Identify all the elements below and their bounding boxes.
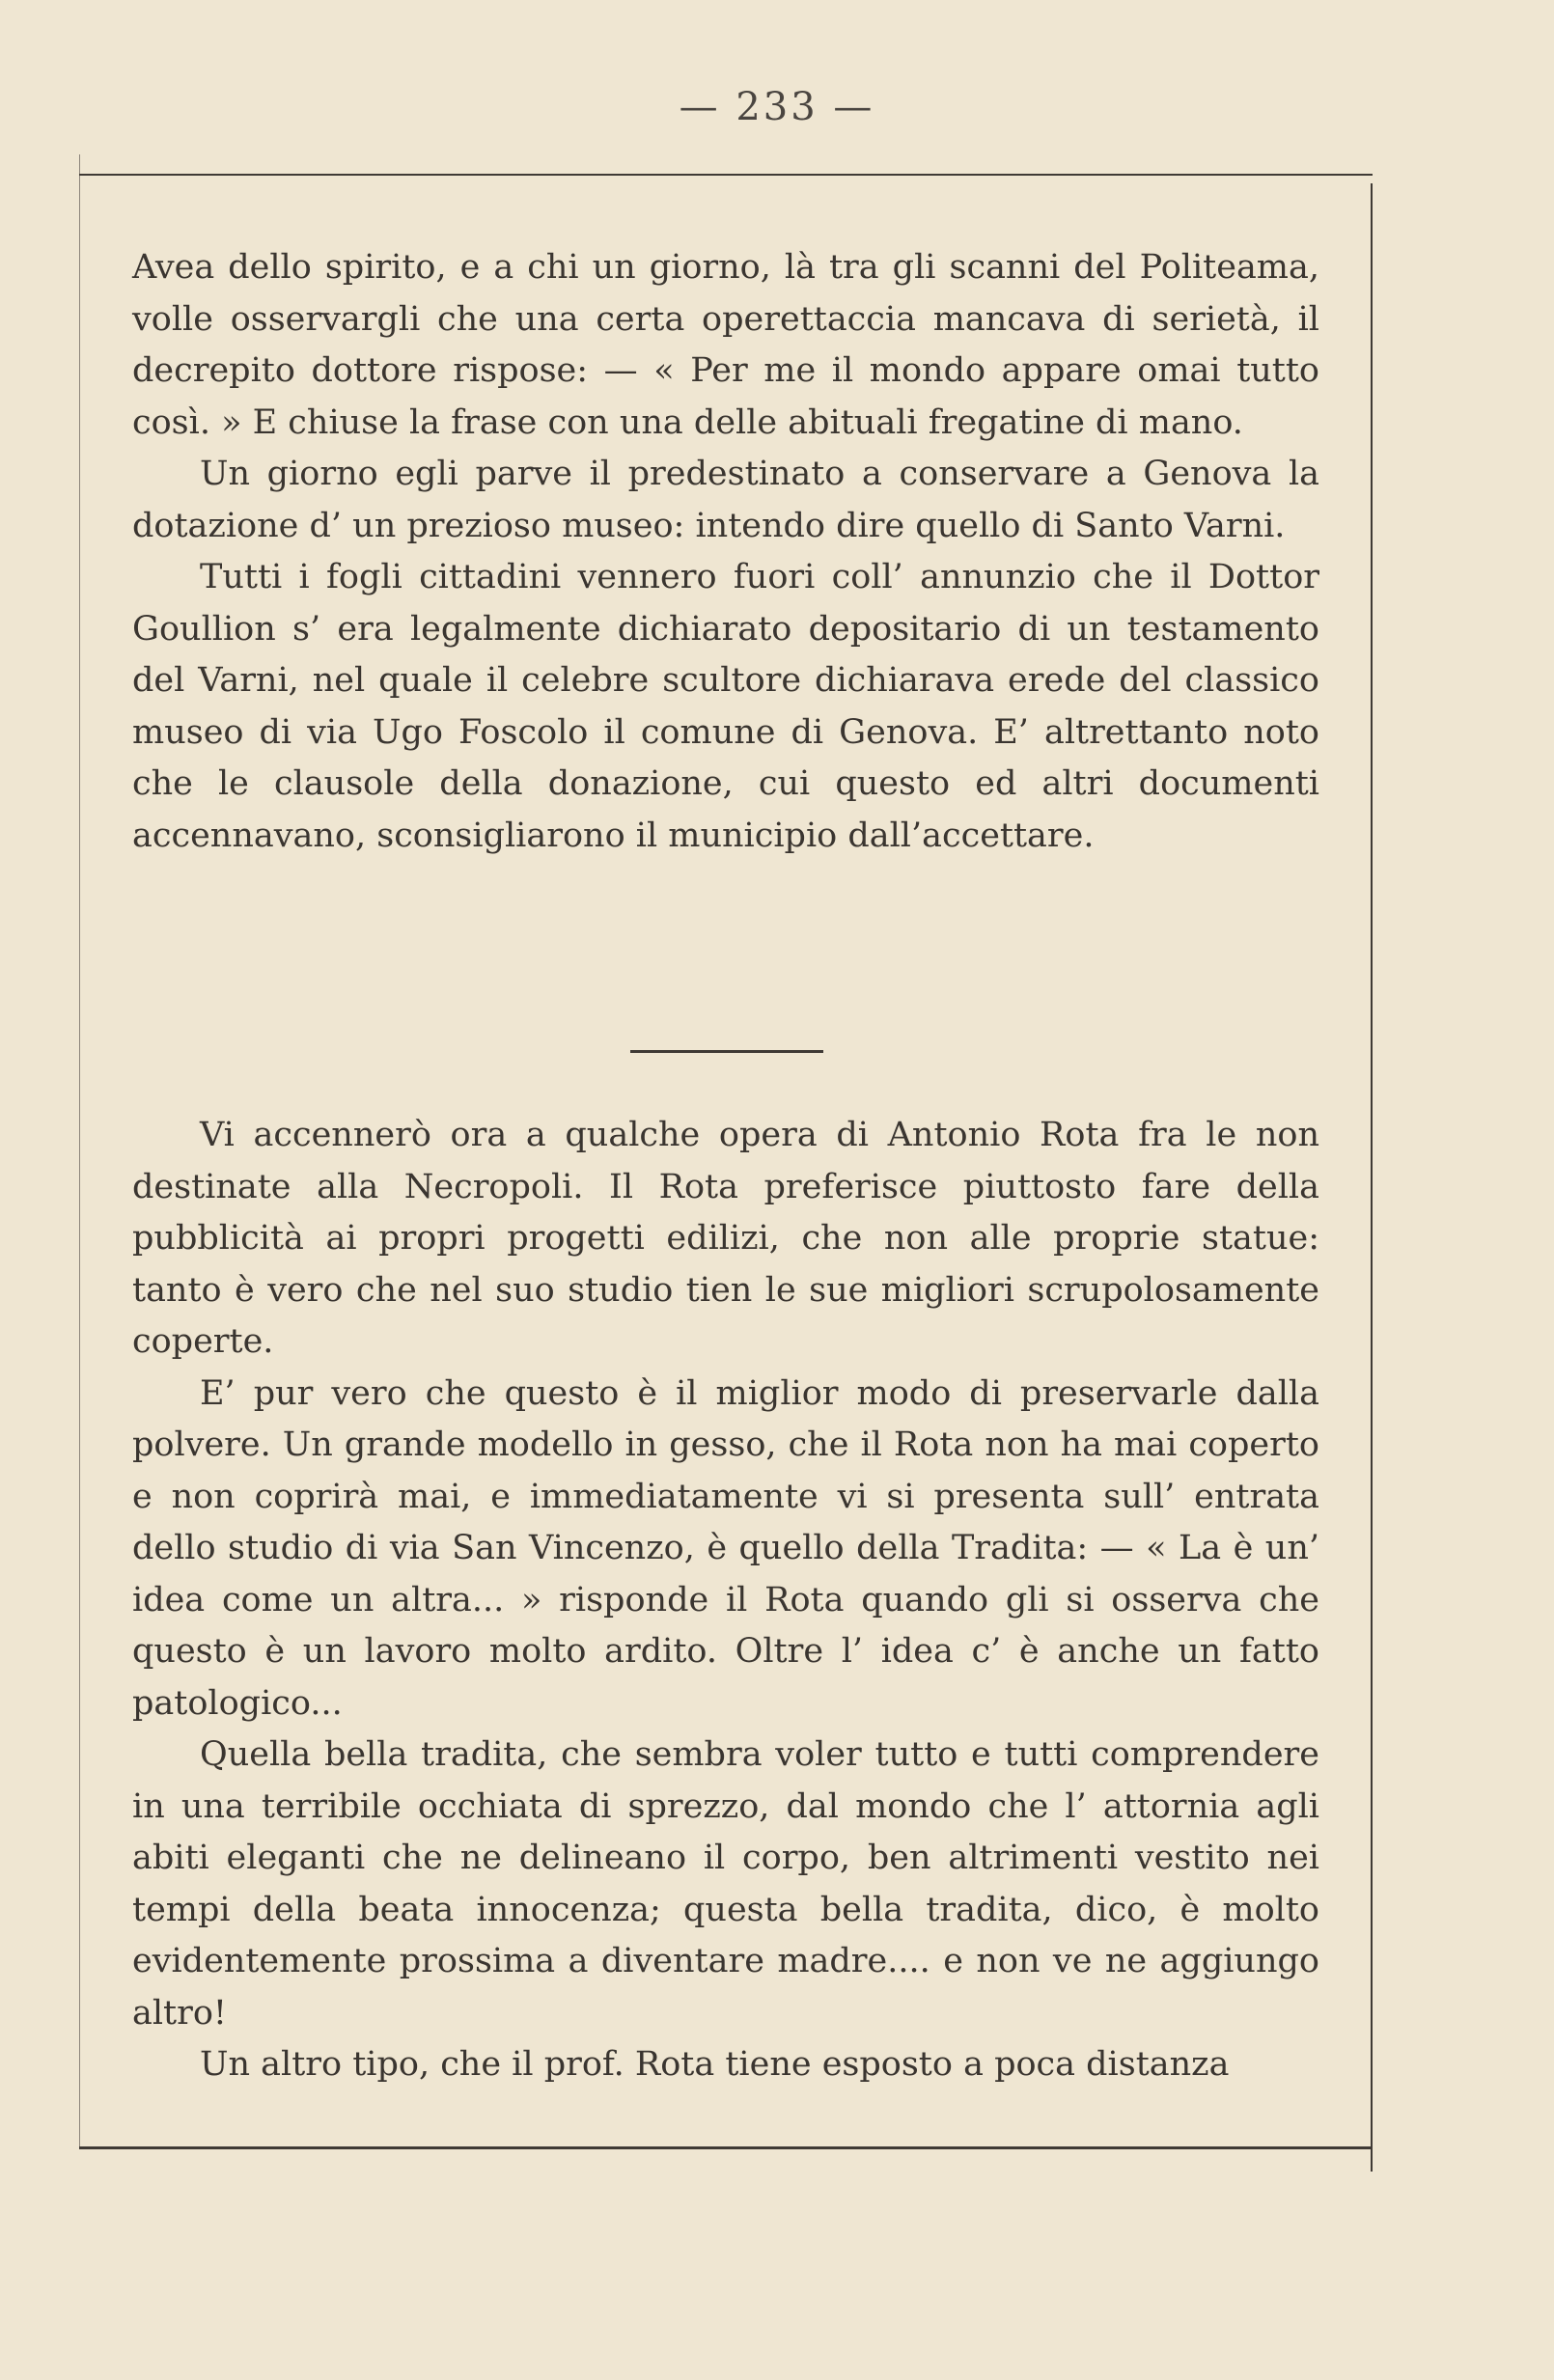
paragraph: Un giorno egli parve il predestinato a conservare a Genova la dotazione d’ un prezioso museo: intendo dire quello di Santo Varni. bbox=[132, 455, 1319, 545]
paragraph: Tutti i fogli cittadini vennero fuori coll’ annunzio che il Dottor Goullion s’ era legalmente dichiarato depositario di un testamento del Varni, nel quale il celebre scultore dichiarava erede del classico museo di via Ugo Foscolo il comune di Genova. E’ altrettanto noto che le clausole della donazione, cui questo ed altri documenti accennavano, sconsigliarono il municipio dall’accettare. bbox=[132, 558, 1319, 855]
section-two-text bbox=[132, 1110, 1319, 2091]
page-number: — 233 — bbox=[679, 85, 875, 129]
frame-left-rule bbox=[79, 154, 80, 2146]
paragraph: Avea dello spirito, e a chi un giorno, là tra gli scanni del Politeama, volle osservargli che una certa operettaccia mancava di serietà, il decrepito dottore rispose: — « Per me il mondo appare omai tutto così. » E chiuse la frase con una delle abituali fregatine di mano. bbox=[132, 248, 1319, 442]
section-divider bbox=[630, 1050, 823, 1053]
frame-bottom-rule bbox=[79, 2146, 1373, 2149]
frame-top-rule bbox=[79, 174, 1373, 176]
paragraph: Un altro tipo, che il prof. Rota tiene esposto a poca distanza bbox=[200, 2045, 1230, 2084]
paragraph: Quella bella tradita, che sembra voler tutto e tutti comprendere in una terribile occhiata di sprezzo, dal mondo che l’ attornia agli abiti eleganti che ne delineano il corpo, ben altrimenti vestito nei tempi della beata innocenza; questa bella tradita, dico, è molto evidentemente prossima a diventare madre.... e non ve ne aggiungo altro! bbox=[132, 1735, 1319, 2033]
section-one-text bbox=[132, 242, 1319, 862]
paragraph: Vi accennerò ora a qualche opera di Antonio Rota fra le non destinate alla Necropoli. Il Rota preferisce piuttosto fare della pubblicità ai propri progetti edilizi, che non alle proprie statue: tanto è vero che nel suo studio tien le sue migliori scrupolosamente coperte. bbox=[132, 1116, 1319, 1361]
paragraph: E’ pur vero che questo è il miglior modo di preservarle dalla polvere. Un grande modello in gesso, che il Rota non ha mai coperto e non coprirà mai, e immediatamente vi si presenta sull’ entrata dello studio di via San Vincenzo, è quello della Tradita: — « La è un’ idea come un altra... » risponde il Rota quando gli si osserva che questo è un lavoro molto ardito. Oltre l’ idea c’ è anche un fatto patologico... bbox=[132, 1373, 1319, 1723]
frame-right-rule bbox=[1371, 183, 1373, 2172]
